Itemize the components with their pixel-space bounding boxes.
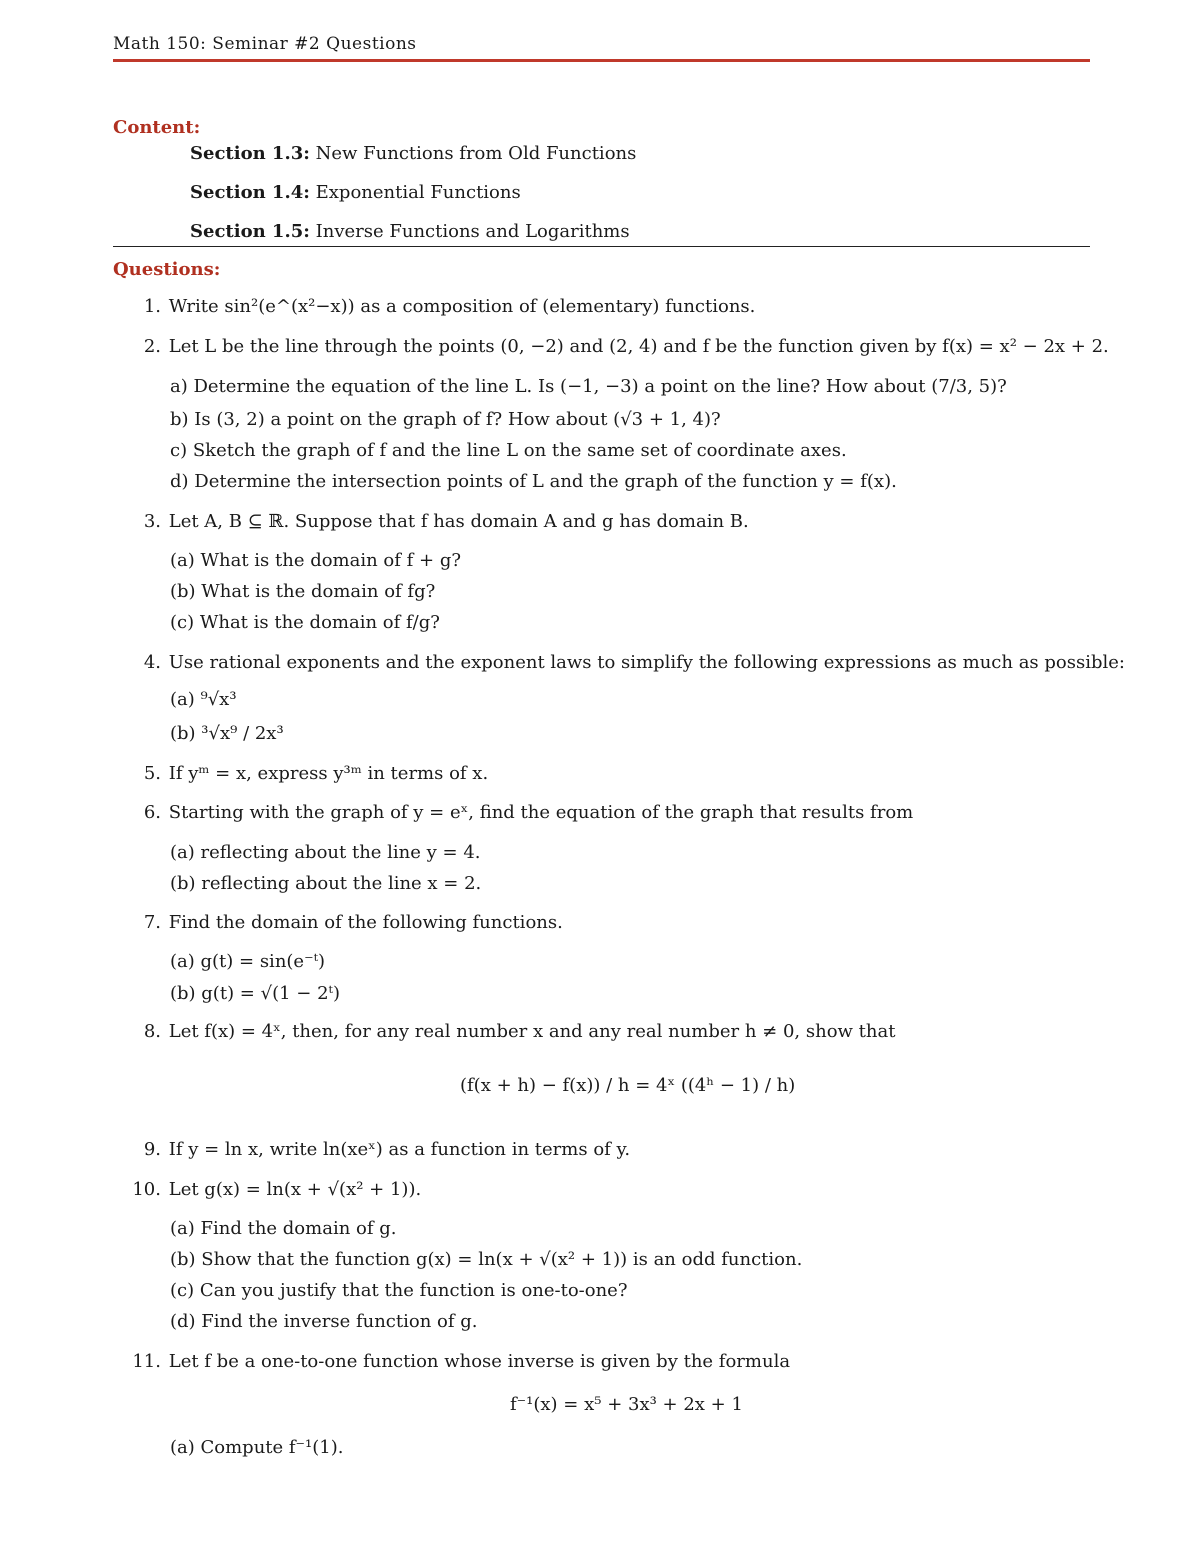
question-text: Let f(x) = 4ˣ, then, for any real number x and any real number h ≠ 0, show that [168,1021,896,1042]
questions-label: Questions: [113,259,221,280]
section-divider [113,246,1090,247]
header-rule [113,59,1090,62]
section-name: Section 1.5: [190,221,310,242]
question-7a: (a) g(t) = sin(e⁻ᵗ) [170,951,326,972]
question-10d: (d) Find the inverse function of g. [170,1311,478,1332]
question-10b: (b) Show that the function g(x) = ln(x + √(x² + 1)) is an odd function. [170,1249,803,1270]
question-2c: c) Sketch the graph of f and the line L on the same set of coordinate axes. [170,440,847,461]
question-2: 2. Let L be the line through the points (0, −2) and (2, 4) and f be the function given by f(x) = x² − 2x + 2. [143,336,1109,357]
question-11a: (a) Compute f⁻¹(1). [170,1437,344,1458]
question-text: Find the domain of the following functions. [168,912,563,933]
question-text: Let L be the line through the points (0, −2) and (2, 4) and f be the function given by f(x) = x² − 2x + 2. [168,336,1109,357]
question-8: 8. Let f(x) = 4ˣ, then, for any real number x and any real number h ≠ 0, show that [143,1021,896,1042]
section-item [190,221,630,242]
question-3c: (c) What is the domain of f/g? [170,612,440,633]
question-11-equation: f⁻¹(x) = x⁵ + 3x³ + 2x + 1 [510,1394,743,1415]
question-6a: (a) reflecting about the line y = 4. [170,842,481,863]
question-4: 4. Use rational exponents and the exponent laws to simplify the following expressions as much as possible: [143,652,1125,673]
section-title: New Functions from Old Functions [315,143,637,164]
content-label: Content: [113,117,201,138]
question-10: 10. Let g(x) = ln(x + √(x² + 1)). [132,1179,422,1200]
question-2b: b) Is (3, 2) a point on the graph of f? How about (√3 + 1, 4)? [170,409,721,430]
question-9: 9. If y = ln x, write ln(xeˣ) as a function in terms of y. [143,1139,631,1160]
section-name: Section 1.4: [190,182,310,203]
question-3b: (b) What is the domain of fg? [170,581,436,602]
question-7: 7. Find the domain of the following functions. [143,912,563,933]
question-2d: d) Determine the intersection points of L and the graph of the function y = f(x). [170,471,897,492]
question-text: If yᵐ = x, express y³ᵐ in terms of x. [168,763,489,784]
question-1: 1. Write sin²(e^(x²−x)) as a composition of (elementary) functions. [143,296,756,317]
question-6: 6. Starting with the graph of y = eˣ, find the equation of the graph that results from [143,802,914,823]
page-header: Math 150: Seminar #2 Questions [113,34,417,54]
question-10a: (a) Find the domain of g. [170,1218,397,1239]
section-item [190,143,636,164]
question-2a: a) Determine the equation of the line L. Is (−1, −3) a point on the line? How about (7/3, 5)? [170,376,1007,397]
question-text: Let f be a one-to-one function whose inverse is given by the formula [168,1351,791,1372]
section-title: Exponential Functions [315,182,521,203]
question-text: Let A, B ⊆ ℝ. Suppose that f has domain A and g has domain B. [168,511,749,532]
question-4a: (a) ⁹√x³ [170,689,237,710]
question-3: 3. Let A, B ⊆ ℝ. Suppose that f has domain A and g has domain B. [143,511,749,532]
question-11: 11. Let f be a one-to-one function whose inverse is given by the formula [132,1351,791,1372]
section-title: Inverse Functions and Logarithms [315,221,630,242]
question-4b: (b) ³√x⁹ / 2x³ [170,723,284,744]
section-name: Section 1.3: [190,143,310,164]
question-text: Let g(x) = ln(x + √(x² + 1)). [168,1179,422,1200]
question-3a: (a) What is the domain of f + g? [170,550,462,571]
section-item [190,182,521,203]
question-8-equation: (f(x + h) − f(x)) / h = 4ˣ ((4ʰ − 1) / h) [460,1075,796,1096]
question-6b: (b) reflecting about the line x = 2. [170,873,482,894]
question-10c: (c) Can you justify that the function is one-to-one? [170,1280,628,1301]
question-text: Use rational exponents and the exponent laws to simplify the following expressions as much as possible: [168,652,1125,673]
question-text: Starting with the graph of y = eˣ, find the equation of the graph that results from [168,802,914,823]
question-7b: (b) g(t) = √(1 − 2ᵗ) [170,983,340,1004]
question-text: Write sin²(e^(x²−x)) as a composition of (elementary) functions. [168,296,756,317]
question-5: 5. If yᵐ = x, express y³ᵐ in terms of x. [143,763,489,784]
question-text: If y = ln x, write ln(xeˣ) as a function in terms of y. [168,1139,631,1160]
